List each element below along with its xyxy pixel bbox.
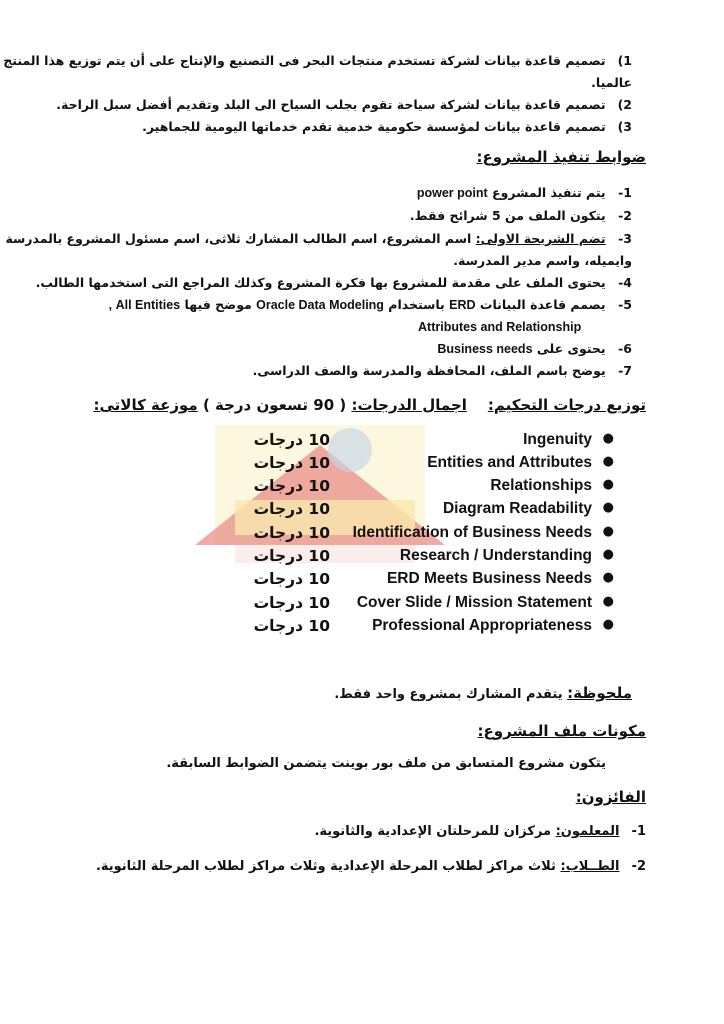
bullet-icon: ●	[602, 477, 614, 492]
grading-row: 10 درجات Relationships ●	[253, 477, 614, 495]
rules-heading: ضوابط تنفيذ المشروع:	[476, 148, 646, 166]
bullet-icon: ●	[602, 617, 614, 632]
bullet-icon: ●	[602, 454, 614, 469]
components-heading: مكونات ملف المشروع:	[477, 722, 646, 740]
rule-item-4: 4- يحتوى الملف على مقدمة للمشروع بها فكرة المشروع وكذلك المراجع التى استخدمها الطالب.	[35, 275, 632, 290]
grading-row: 10 درجات Ingenuity ●	[253, 431, 614, 449]
rule-item-7: 7- يوضح باسم الملف، المحافظة والمدرسة والصف الدراسى.	[252, 363, 632, 378]
intro-item-2: 2) تصميم قاعدة بيانات لشركة سياحة تقوم بجلب السياح الى البلد وتقديم أفضل سبل الراحة.	[56, 97, 632, 112]
bullet-icon: ●	[602, 524, 614, 539]
winner-item-2: 2- الطــلاب: ثلاث مراكز لطلاب المرحلة الإعدادية وثلاث مراكز لطلاب المرحلة الثانوية.	[95, 859, 646, 874]
grading-row: 10 درجات Professional Appropriateness ●	[253, 617, 614, 635]
components-text: يتكون مشروع المتسابق من ملف بور بوينت يتضمن الضوابط السابقة.	[166, 756, 606, 771]
bullet-icon: ●	[602, 594, 614, 609]
intro-item-1-cont: عالميا.	[591, 75, 632, 90]
bullet-icon: ●	[602, 500, 614, 515]
rule-item-3: 3- تضم الشريحة الاولى: اسم المشروع، اسم الطالب المشارك ثلاثى، اسم مسئول المشروع بالمدرسة	[5, 231, 632, 246]
rule-item-5: 5- يصمم قاعدة البيانات ERD باستخدام Oracle Data Modeling موضح فيها All Entities ,	[108, 297, 632, 312]
bullet-icon: ●	[602, 431, 614, 446]
grading-row: 10 درجات Research / Understanding ●	[253, 547, 614, 565]
rule-item-5-cont: Attributes and Relationship	[418, 320, 582, 334]
intro-item-3: 3) تصميم قاعدة بيانات لمؤسسة حكومية خدمية تقدم خدماتها اليومية للجماهير.	[142, 119, 632, 134]
bullet-icon: ●	[602, 547, 614, 562]
rule-item-6: 6- يحتوى على Business needs	[437, 341, 632, 356]
grading-heading-line: توزيع درجات التحكيم: اجمال الدرجات: ( 90 تسعون درجة ) موزعة كالاتى:	[93, 396, 646, 414]
grading-row: 10 درجات Cover Slide / Mission Statement ●	[253, 594, 614, 612]
winner-item-1: 1- المعلمون: مركزان للمرحلتان الإعدادية والثانوية.	[314, 824, 646, 839]
rule-item-3-cont: وايميله، واسم مدير المدرسة.	[453, 253, 632, 268]
grading-row: 10 درجات Entities and Attributes ●	[253, 454, 614, 472]
grading-row: 10 درجات ERD Meets Business Needs ●	[253, 570, 614, 588]
grading-row: 10 درجات Diagram Readability ●	[253, 500, 614, 518]
bullet-icon: ●	[602, 570, 614, 585]
rule-item-1: 1- يتم تنفيذ المشروع power point	[416, 185, 632, 200]
note-line: ملحوظة: يتقدم المشارك بمشروع واحد فقط.	[334, 684, 632, 702]
grading-row: 10 درجات Identification of Business Needs ●	[253, 524, 614, 542]
intro-item-1: 1) تصميم قاعدة بيانات لشركة تستخدم منتجات البحر فى التصنيع والإنتاج على أن يتم توزيع هذا المنتج	[3, 53, 632, 68]
rule-item-2: 2- يتكون الملف من 5 شرائح فقط.	[409, 208, 632, 223]
winners-heading: الفائزون:	[575, 788, 646, 806]
